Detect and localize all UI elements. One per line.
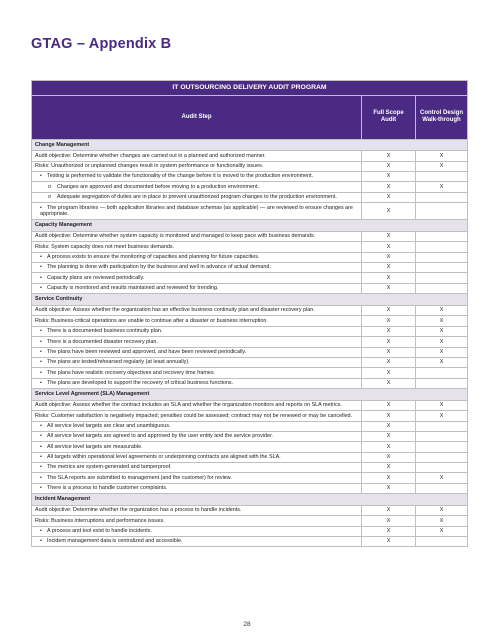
walkthrough-mark bbox=[416, 483, 468, 493]
audit-step-cell bbox=[32, 505, 362, 515]
audit-step-text: Changes are approved and documented before moving to a production environment. bbox=[57, 183, 259, 190]
full-scope-mark: X bbox=[362, 263, 416, 273]
audit-step-text: The plans are tested/rehearsed regularly (at least annually). bbox=[47, 359, 190, 366]
audit-step-cell bbox=[32, 242, 362, 252]
full-scope-mark: X bbox=[362, 442, 416, 452]
walkthrough-mark bbox=[416, 378, 468, 388]
audit-step-row bbox=[32, 337, 468, 347]
audit-step-cell bbox=[32, 452, 362, 462]
audit-step-row bbox=[32, 182, 468, 192]
full-scope-mark: X bbox=[362, 231, 416, 241]
section-header-row bbox=[32, 294, 468, 306]
audit-step-text: Incident management data is centralized and accessible. bbox=[47, 538, 183, 545]
section-header-row bbox=[32, 220, 468, 232]
walkthrough-mark bbox=[416, 463, 468, 473]
bullet-icon: • bbox=[40, 274, 42, 281]
audit-step-text: All service level targets are measurable. bbox=[47, 443, 143, 450]
audit-step-text: Risks: System capacity does not meet business demands. bbox=[35, 243, 175, 250]
audit-step-cell bbox=[32, 306, 362, 316]
bullet-icon: • bbox=[40, 422, 42, 429]
full-scope-mark: X bbox=[362, 357, 416, 367]
walkthrough-mark bbox=[416, 273, 468, 283]
audit-step-row bbox=[32, 161, 468, 171]
audit-step-text: The metrics are system-generated and tamperproof. bbox=[47, 464, 172, 471]
full-scope-mark: X bbox=[362, 273, 416, 283]
bullet-icon: • bbox=[40, 464, 42, 471]
audit-step-text: A process and tool exist to handle incidents. bbox=[47, 528, 152, 535]
audit-step-cell bbox=[32, 151, 362, 161]
audit-step-row bbox=[32, 316, 468, 326]
walkthrough-mark: X bbox=[416, 516, 468, 526]
audit-step-row bbox=[32, 203, 468, 220]
audit-step-row bbox=[32, 473, 468, 483]
audit-step-row bbox=[32, 505, 468, 515]
audit-step-text: Audit objective: Determine whether the organization has a process to handle incidents. bbox=[35, 507, 242, 514]
bullet-icon: • bbox=[40, 359, 42, 366]
bullet-icon: • bbox=[40, 264, 42, 271]
walkthrough-mark: X bbox=[416, 473, 468, 483]
program-title-row bbox=[32, 81, 468, 96]
audit-step-text: Risks: Business interruptions and performance issues. bbox=[35, 517, 165, 524]
audit-step-text: A process exists to ensure the monitoring of capacities and planning for future capacities. bbox=[47, 254, 260, 261]
full-scope-mark: X bbox=[362, 242, 416, 252]
audit-step-row bbox=[32, 242, 468, 252]
audit-step-text: There is a documented business continuity plan. bbox=[47, 328, 163, 335]
full-scope-mark: X bbox=[362, 463, 416, 473]
audit-step-cell bbox=[32, 182, 362, 192]
audit-step-cell bbox=[32, 411, 362, 421]
full-scope-mark: X bbox=[362, 421, 416, 431]
audit-step-cell bbox=[32, 357, 362, 367]
audit-step-text: There is a process to handle customer complaints. bbox=[47, 485, 168, 492]
full-scope-mark: X bbox=[362, 537, 416, 547]
full-scope-mark: X bbox=[362, 505, 416, 515]
audit-step-cell bbox=[32, 473, 362, 483]
section-header-row bbox=[32, 494, 468, 506]
walkthrough-mark: X bbox=[416, 411, 468, 421]
sub-bullet-icon: o bbox=[48, 194, 51, 201]
full-scope-mark: X bbox=[362, 516, 416, 526]
audit-step-cell bbox=[32, 421, 362, 431]
audit-step-row bbox=[32, 306, 468, 316]
sub-bullet-icon: o bbox=[48, 183, 51, 190]
audit-step-cell bbox=[32, 537, 362, 547]
audit-step-text: Audit objective: Assess whether the organization has an effective business continuity plan and disaster recovery plan. bbox=[35, 307, 315, 314]
bullet-icon: • bbox=[40, 348, 42, 355]
audit-step-cell bbox=[32, 273, 362, 283]
bullet-icon: • bbox=[40, 433, 42, 440]
audit-step-cell bbox=[32, 463, 362, 473]
audit-step-cell bbox=[32, 263, 362, 273]
audit-step-cell bbox=[32, 378, 362, 388]
audit-step-row bbox=[32, 378, 468, 388]
bullet-icon: • bbox=[40, 443, 42, 450]
page-title: GTAG – Appendix B bbox=[31, 36, 172, 52]
full-scope-mark: X bbox=[362, 252, 416, 262]
bullet-icon: • bbox=[40, 474, 42, 481]
audit-step-row bbox=[32, 172, 468, 182]
column-header-walkthrough: Control Design Walk-through bbox=[416, 95, 468, 139]
audit-step-text: The program libraries — both application libraries and database schemas (as applicable) — are reviewed to ensure changes are appropriate. bbox=[40, 204, 353, 218]
column-header-audit-step: Audit Step bbox=[32, 95, 362, 139]
audit-step-text: All service level targets are clear and unambiguous. bbox=[47, 422, 171, 429]
full-scope-mark: X bbox=[362, 192, 416, 202]
bullet-icon: • bbox=[40, 328, 42, 335]
audit-step-row bbox=[32, 347, 468, 357]
audit-step-row bbox=[32, 421, 468, 431]
full-scope-mark: X bbox=[362, 326, 416, 336]
audit-step-cell bbox=[32, 161, 362, 171]
audit-step-text: There is a documented disaster recovery plan. bbox=[47, 338, 158, 345]
walkthrough-mark bbox=[416, 452, 468, 462]
full-scope-mark: X bbox=[362, 337, 416, 347]
audit-step-text: Risks: Unauthorized or unplanned changes result in system performance or functionality issues. bbox=[35, 163, 264, 170]
audit-step-cell bbox=[32, 172, 362, 182]
bullet-icon: • bbox=[40, 538, 42, 545]
audit-step-text: The plans have been reviewed and approved, and have been reviewed periodically. bbox=[47, 348, 247, 355]
walkthrough-mark: X bbox=[416, 306, 468, 316]
full-scope-mark: X bbox=[362, 316, 416, 326]
walkthrough-mark bbox=[416, 203, 468, 220]
audit-step-text: The SLA reports are submitted to management (and the customer) for review. bbox=[47, 474, 232, 481]
walkthrough-mark: X bbox=[416, 526, 468, 536]
audit-step-cell bbox=[32, 326, 362, 336]
walkthrough-mark bbox=[416, 172, 468, 182]
audit-step-row bbox=[32, 526, 468, 536]
audit-step-text: The planning is done with participation by the business and well in advance of actual demand. bbox=[47, 264, 271, 271]
bullet-icon: • bbox=[40, 204, 42, 211]
section-header-row bbox=[32, 389, 468, 401]
full-scope-mark: X bbox=[362, 473, 416, 483]
walkthrough-mark: X bbox=[416, 161, 468, 171]
full-scope-mark: X bbox=[362, 378, 416, 388]
bullet-icon: • bbox=[40, 173, 42, 180]
audit-step-cell bbox=[32, 526, 362, 536]
bullet-icon: • bbox=[40, 338, 42, 345]
audit-step-cell bbox=[32, 337, 362, 347]
walkthrough-mark bbox=[416, 231, 468, 241]
section-title: Change Management bbox=[32, 139, 468, 151]
audit-step-row bbox=[32, 463, 468, 473]
audit-step-row bbox=[32, 151, 468, 161]
audit-step-cell bbox=[32, 203, 362, 220]
bullet-icon: • bbox=[40, 380, 42, 387]
walkthrough-mark bbox=[416, 283, 468, 293]
audit-step-cell bbox=[32, 400, 362, 410]
column-header-full-scope: Full Scope Audit bbox=[362, 95, 416, 139]
column-header-row bbox=[32, 95, 468, 139]
full-scope-mark: X bbox=[362, 411, 416, 421]
audit-step-row bbox=[32, 326, 468, 336]
audit-step-row bbox=[32, 231, 468, 241]
audit-program-table bbox=[31, 80, 468, 547]
audit-step-cell bbox=[32, 316, 362, 326]
table-body bbox=[32, 139, 468, 547]
walkthrough-mark: X bbox=[416, 347, 468, 357]
full-scope-mark: X bbox=[362, 306, 416, 316]
audit-step-row bbox=[32, 411, 468, 421]
walkthrough-mark: X bbox=[416, 151, 468, 161]
full-scope-mark: X bbox=[362, 452, 416, 462]
walkthrough-mark: X bbox=[416, 326, 468, 336]
audit-step-row bbox=[32, 357, 468, 367]
full-scope-mark: X bbox=[362, 526, 416, 536]
walkthrough-mark bbox=[416, 368, 468, 378]
audit-step-row bbox=[32, 483, 468, 493]
audit-step-row bbox=[32, 537, 468, 547]
walkthrough-mark: X bbox=[416, 337, 468, 347]
audit-step-row bbox=[32, 431, 468, 441]
walkthrough-mark bbox=[416, 442, 468, 452]
audit-step-text: Risks: Business-critical operations are unable to continue after a disaster or business interruption. bbox=[35, 317, 268, 324]
full-scope-mark: X bbox=[362, 283, 416, 293]
walkthrough-mark bbox=[416, 192, 468, 202]
bullet-icon: • bbox=[40, 485, 42, 492]
audit-step-row bbox=[32, 368, 468, 378]
audit-step-row bbox=[32, 442, 468, 452]
audit-step-text: Audit objective: Determine whether changes are carried out in a planned and authorized manner. bbox=[35, 152, 266, 159]
walkthrough-mark bbox=[416, 252, 468, 262]
walkthrough-mark bbox=[416, 421, 468, 431]
full-scope-mark: X bbox=[362, 151, 416, 161]
audit-step-cell bbox=[32, 368, 362, 378]
audit-step-cell bbox=[32, 192, 362, 202]
audit-step-text: Testing is performed to validate the functionality of the change before it is moved to the production environment. bbox=[47, 173, 314, 180]
walkthrough-mark: X bbox=[416, 316, 468, 326]
full-scope-mark: X bbox=[362, 182, 416, 192]
audit-step-row bbox=[32, 400, 468, 410]
section-title: Capacity Management bbox=[32, 220, 468, 232]
bullet-icon: • bbox=[40, 369, 42, 376]
section-title: Incident Management bbox=[32, 494, 468, 506]
walkthrough-mark bbox=[416, 263, 468, 273]
audit-step-text: Capacity is monitored and results maintained and reviewed for trending. bbox=[47, 285, 219, 292]
walkthrough-mark bbox=[416, 537, 468, 547]
full-scope-mark: X bbox=[362, 347, 416, 357]
walkthrough-mark: X bbox=[416, 400, 468, 410]
audit-step-text: Adequate segregation of duties are in place to prevent unauthorized program changes to the production environment. bbox=[57, 194, 337, 201]
walkthrough-mark: X bbox=[416, 505, 468, 515]
full-scope-mark: X bbox=[362, 431, 416, 441]
walkthrough-mark bbox=[416, 242, 468, 252]
full-scope-mark: X bbox=[362, 203, 416, 220]
section-header-row bbox=[32, 139, 468, 151]
full-scope-mark: X bbox=[362, 400, 416, 410]
audit-step-cell bbox=[32, 516, 362, 526]
audit-step-text: The plans are developed to support the recovery of critical business functions. bbox=[47, 380, 234, 387]
audit-step-cell bbox=[32, 252, 362, 262]
audit-step-row bbox=[32, 192, 468, 202]
audit-step-cell bbox=[32, 231, 362, 241]
audit-step-text: Audit objective: Assess whether the contract includes an SLA and whether the organization monitors and reports on SLA metrics. bbox=[35, 402, 342, 409]
full-scope-mark: X bbox=[362, 161, 416, 171]
audit-step-row bbox=[32, 252, 468, 262]
audit-step-text: Audit objective: Determine whether system capacity is monitored and managed to keep pace with business demands. bbox=[35, 233, 316, 240]
bullet-icon: • bbox=[40, 285, 42, 292]
walkthrough-mark: X bbox=[416, 182, 468, 192]
audit-step-cell bbox=[32, 442, 362, 452]
audit-step-cell bbox=[32, 347, 362, 357]
audit-step-row bbox=[32, 452, 468, 462]
bullet-icon: • bbox=[40, 528, 42, 535]
full-scope-mark: X bbox=[362, 483, 416, 493]
section-title: Service Level Agreement (SLA) Management bbox=[32, 389, 468, 401]
audit-step-row bbox=[32, 283, 468, 293]
audit-step-row bbox=[32, 516, 468, 526]
bullet-icon: • bbox=[40, 454, 42, 461]
audit-step-text: Risks: Customer satisfaction is negatively impacted; penalties could be assessed; contract may not be renewed or may be cancelled. bbox=[35, 412, 353, 419]
walkthrough-mark: X bbox=[416, 357, 468, 367]
audit-step-row bbox=[32, 273, 468, 283]
full-scope-mark: X bbox=[362, 368, 416, 378]
audit-step-text: The plans have realistic recovery objectives and recovery time frames. bbox=[47, 369, 216, 376]
section-title: Service Continuity bbox=[32, 294, 468, 306]
audit-step-cell bbox=[32, 483, 362, 493]
bullet-icon: • bbox=[40, 254, 42, 261]
audit-step-text: All targets within operational level agreements or underpinning contracts are aligned with the SLA. bbox=[47, 454, 281, 461]
audit-step-row bbox=[32, 263, 468, 273]
audit-step-text: Capacity plans are reviewed periodically. bbox=[47, 274, 145, 281]
page-number: 28 bbox=[243, 621, 251, 628]
full-scope-mark: X bbox=[362, 172, 416, 182]
audit-step-cell bbox=[32, 283, 362, 293]
audit-step-cell bbox=[32, 431, 362, 441]
walkthrough-mark bbox=[416, 431, 468, 441]
audit-step-text: All service level targets are agreed to and approved by the user entity and the service provider. bbox=[47, 433, 273, 440]
program-title: IT OUTSOURCING DELIVERY AUDIT PROGRAM bbox=[32, 81, 468, 96]
